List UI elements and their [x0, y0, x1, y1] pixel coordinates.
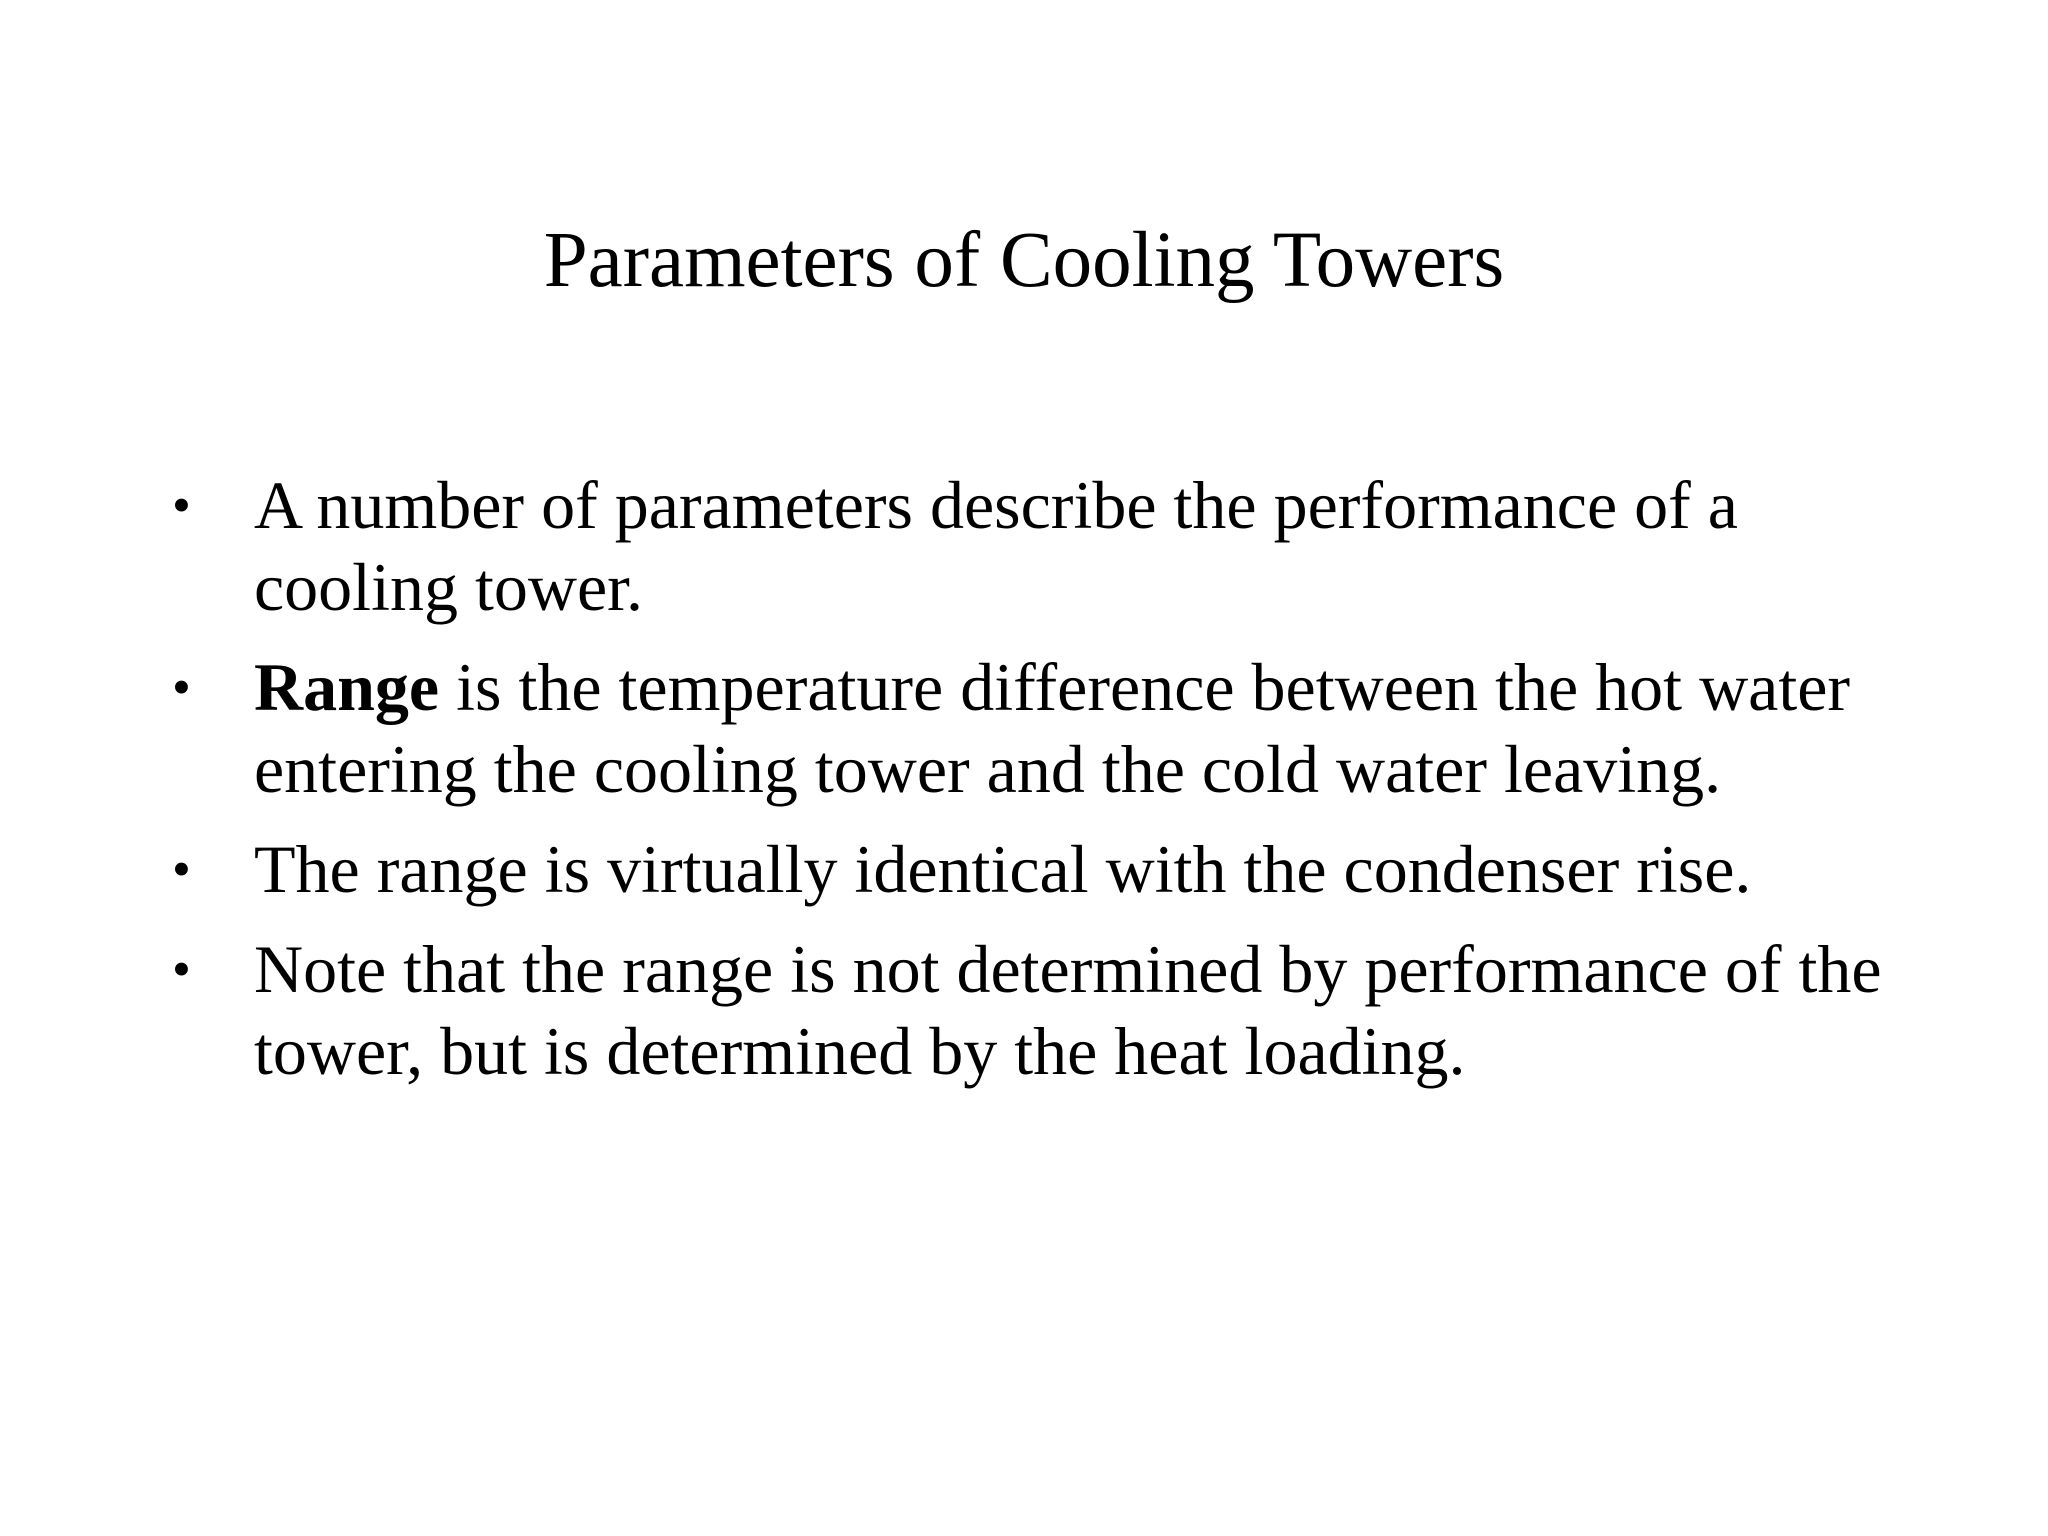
bullet-icon: •	[172, 939, 191, 999]
bullet-icon: •	[172, 657, 191, 717]
slide-title: Parameters of Cooling Towers	[543, 217, 1505, 304]
bullet-icon: •	[172, 475, 191, 535]
bullet-item-2	[168, 646, 1928, 810]
bullet-item-1	[168, 464, 1928, 628]
bullet-term-range: Range	[254, 649, 440, 725]
bullet-list	[168, 464, 1928, 1110]
bullet-text: A number of parameters describe the performance of a cooling tower.	[254, 467, 1738, 625]
bullet-icon: •	[172, 839, 191, 899]
bullet-text: Note that the range is not determined by performance of the tower, but is determined by the heat loading.	[254, 931, 1882, 1089]
bullet-text: The range is virtually identical with the condenser rise.	[254, 831, 1752, 907]
bullet-text: is the temperature difference between the hot water entering the cooling tower and the cold water leaving.	[254, 649, 1851, 807]
bullet-item-3	[168, 828, 1928, 910]
bullet-item-4	[168, 928, 1928, 1092]
